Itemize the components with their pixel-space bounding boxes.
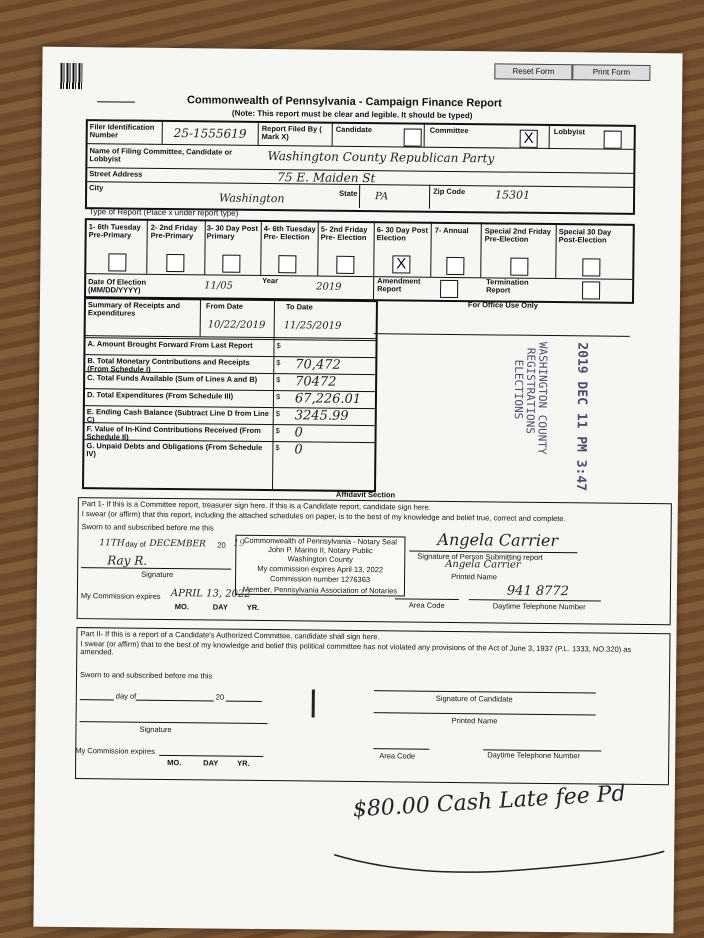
notary-line-5: Commission number 1276363: [269, 574, 371, 585]
part2-mo: MO.: [167, 758, 182, 768]
form-note: (Note: This report must be clear and legible. It should be typed): [231, 108, 473, 121]
part1-signature-label: Signature: [141, 569, 174, 580]
report-type-7-checkbox[interactable]: [446, 257, 464, 275]
report-type-3-checkbox[interactable]: [222, 255, 240, 273]
summary-row-value[interactable]: 0: [294, 442, 303, 458]
from-date-value[interactable]: 10/22/2019: [207, 319, 266, 332]
name-label: Name of Filing Committee, Candidate or Lobbyist: [89, 146, 233, 164]
report-type-2-checkbox[interactable]: [166, 254, 184, 272]
report-type-5-checkbox[interactable]: [336, 256, 354, 274]
print-form-button[interactable]: Print Form: [572, 64, 650, 81]
reset-form-button[interactable]: Reset Form: [494, 63, 572, 80]
part2-yr20: 20: [215, 692, 225, 702]
summary-row-value[interactable]: 67,226.01: [294, 391, 362, 408]
barcode-icon: [60, 63, 82, 89]
street-label: Street Address: [89, 169, 143, 179]
notary-seal: [235, 535, 406, 597]
report-type-1: 1- 6th Tuesday Pre-Primary: [88, 222, 141, 240]
lobbyist-label: Lobbyist: [553, 127, 586, 137]
part2-phone: Daytime Telephone Number: [487, 750, 581, 761]
to-date-label: To Date: [285, 302, 313, 312]
part1-commission-label: My Commission expires: [80, 591, 161, 601]
printed-name-value[interactable]: Angela Carrier: [445, 558, 521, 571]
header-dash: [97, 101, 135, 102]
dollar-sign: $: [275, 426, 280, 436]
filed-by-label: Report Filed By ( Mark X): [261, 123, 322, 142]
summary-row: [82, 439, 374, 465]
date-of-election-label: Date Of Election (MM/DD/YYYY): [88, 277, 147, 295]
part2-oath: I swear (or affirm) that to the best of my knowledge and belief this political committee has not violated any provisions of the Act of June 3, 1937 (P.L. 1333, NO.320) as amended.: [80, 639, 632, 657]
city-value[interactable]: Washington: [218, 191, 285, 206]
form-title: Commonwealth of Pennsylvania - Campaign Finance Report: [187, 94, 502, 110]
phone-label: Daytime Telephone Number: [492, 601, 586, 612]
staple-mark: [312, 690, 315, 718]
committee-checkbox[interactable]: X: [520, 130, 538, 148]
city-label: City: [89, 183, 104, 193]
amendment-checkbox[interactable]: [440, 280, 458, 298]
notary-line-2: John P. Marino II, Notary Public: [268, 545, 373, 556]
filer-id-value[interactable]: 25-1555619: [173, 126, 247, 141]
treasurer-signature[interactable]: Angela Carrier: [437, 529, 559, 551]
cand-sig-label: Signature of Candidate: [435, 693, 513, 704]
part2-area-code: Area Code: [379, 751, 416, 761]
report-type-2: 2- 2nd Friday Pre-Primary: [150, 222, 198, 241]
summary-row-label: F. Value of In-Kind Contributions Received (From Schedule II): [86, 424, 261, 442]
part1-day: DAY: [212, 602, 228, 612]
part2-commission-label: My Commission expires: [75, 746, 155, 756]
part2-day: DAY: [203, 758, 219, 768]
stamp-elections: ELECTIONS: [511, 359, 526, 420]
notary-line-1: Commonwealth of Pennsylvania - Notary Seal: [243, 535, 398, 547]
area-code-label: Area Code: [408, 600, 445, 610]
summary-row-label: C. Total Funds Available (Sum of Lines A and B): [87, 373, 258, 384]
year-value[interactable]: 2019: [316, 281, 342, 293]
report-type-8: Special 2nd Friday Pre-Election: [484, 226, 552, 245]
committee-name-value[interactable]: Washington County Republican Party: [267, 149, 495, 166]
notary-line-3: Washington County: [287, 554, 353, 564]
part2-printed-name: Printed Name: [451, 715, 498, 726]
part2-yr: YR.: [237, 758, 250, 768]
dollar-sign: $: [276, 358, 281, 368]
phone-value[interactable]: 941 8772: [506, 583, 570, 600]
street-value[interactable]: 75 E. Maiden St: [277, 170, 376, 186]
part1-yr-value[interactable]: 19: [233, 538, 245, 549]
part1-sworn: Sworn to and subscribed before me this: [81, 522, 214, 533]
report-type-6: 6- 30 Day Post Election: [376, 225, 429, 243]
part1-heading: Part 1- If this is a Committee report, treasurer sign here. If this is a Candidate report, candidate sign here.: [81, 499, 431, 512]
summary-row-value[interactable]: 0: [294, 425, 303, 441]
report-type-1-checkbox[interactable]: [108, 253, 126, 271]
office-use-label: For Office Use Only: [467, 300, 539, 310]
summary-label: Summary of Receipts and Expenditures: [87, 300, 181, 318]
report-type-9-checkbox[interactable]: [582, 258, 600, 276]
state-value[interactable]: PA: [375, 191, 389, 203]
report-type-8-checkbox[interactable]: [510, 258, 528, 276]
sig-person-label: Signature of Person Submitting report: [417, 551, 543, 562]
summary-row-label: G. Unpaid Debts and Obligations (From Schedule IV): [86, 441, 263, 459]
amendment-label: Amendment Report: [377, 276, 421, 294]
state-label: State: [339, 188, 358, 198]
part1-yr: YR.: [246, 602, 260, 612]
stamp-registrations: REGISTRATIONS: [523, 347, 538, 434]
part1-day-of: day of: [125, 539, 146, 549]
part1-mo: MO.: [174, 602, 189, 612]
part2-day-of: day of: [115, 691, 137, 701]
stamp-date: 2019 DEC 11 PM 3:47: [573, 342, 590, 492]
election-date-value[interactable]: 11/05: [204, 280, 234, 292]
part1-day-value[interactable]: 11TH: [99, 538, 125, 549]
affidavit-label: Affidavit Section: [335, 489, 396, 500]
dollar-sign: $: [275, 443, 280, 453]
summary-row-label: D. Total Expenditures (From Schedule III): [86, 390, 234, 401]
year-label: Year: [262, 275, 279, 286]
summary-row-value[interactable]: 3245.99: [294, 408, 349, 424]
notary-line-4: My commission expires April 13, 2022: [257, 563, 384, 575]
report-type-5: 5- 2nd Friday Pre- Election: [320, 224, 368, 243]
part1-yr20: 20: [217, 540, 226, 550]
office-use-line: [374, 333, 630, 337]
candidate-checkbox[interactable]: [404, 128, 422, 146]
termination-checkbox[interactable]: [582, 281, 600, 299]
summary-row-label: A. Amount Brought Forward From Last Report: [87, 339, 253, 350]
summary-row-value[interactable]: 70,472: [295, 357, 341, 373]
termination-label: Termination Report: [486, 277, 529, 295]
stamp-county: WASHINGTON COUNTY: [535, 341, 550, 455]
part1-commission-value[interactable]: APRIL 13, 2022: [170, 588, 251, 600]
dollar-sign: $: [275, 409, 281, 419]
report-type-7: 7- Annual: [434, 225, 469, 236]
part2-signature-label: Signature: [139, 724, 172, 735]
report-type-3: 3- 30 Day Post Primary: [206, 223, 259, 241]
notary-line-6: Member, Pennsylvania Association of Notaries: [242, 584, 398, 596]
lobbyist-checkbox[interactable]: [604, 131, 622, 149]
part2-sworn: Sworn to and subscribed before me this: [80, 670, 213, 681]
filer-id-label: Filer Identification Number: [89, 122, 155, 140]
report-type-4-checkbox[interactable]: [278, 255, 296, 273]
candidate-label: Candidate: [335, 124, 373, 135]
printed-name-label: Printed Name: [451, 571, 498, 582]
summary-row-label: E. Ending Cash Balance (Subtract Line D from Line C): [86, 407, 269, 425]
zip-value[interactable]: 15301: [495, 188, 531, 202]
report-type-4: 4- 6th Tuesday Pre- Election: [263, 223, 316, 242]
dollar-sign: $: [276, 375, 281, 385]
annotation-underline: [324, 820, 675, 884]
zip-label: Zip Code: [433, 186, 466, 197]
dollar-sign: $: [275, 392, 281, 402]
to-date-value[interactable]: 11/25/2019: [283, 320, 342, 332]
type-of-report-label: Type of Report (Place x under report type): [88, 207, 239, 218]
part1-oath: I swear (or affirm) that this report, including the attached schedules on paper, is to the best of my knowledge and belief true, correct and complete.: [81, 509, 566, 524]
summary-row-value[interactable]: 70472: [295, 374, 337, 390]
campaign-finance-form: [33, 47, 682, 934]
from-date-label: From Date: [205, 301, 244, 311]
late-fee-annotation: $80.00 Cash Late fee Pd: [352, 781, 627, 823]
summary-row-label: B. Total Monetary Contributions and Receipts (From Schedule I): [87, 356, 250, 375]
part1-month-value[interactable]: DECEMBER: [149, 538, 206, 550]
part2-heading: Part II- If this is a report of a Candidate's Authorized Committee, candidate shall sign here.: [80, 629, 380, 642]
report-type-6-checkbox[interactable]: X: [392, 255, 410, 273]
part1-notary-signature[interactable]: Ray R.: [107, 553, 148, 568]
committee-label: Committee: [429, 125, 469, 136]
report-type-9: Special 30 Day Post-Election: [558, 227, 612, 245]
dollar-sign: $: [276, 341, 281, 351]
